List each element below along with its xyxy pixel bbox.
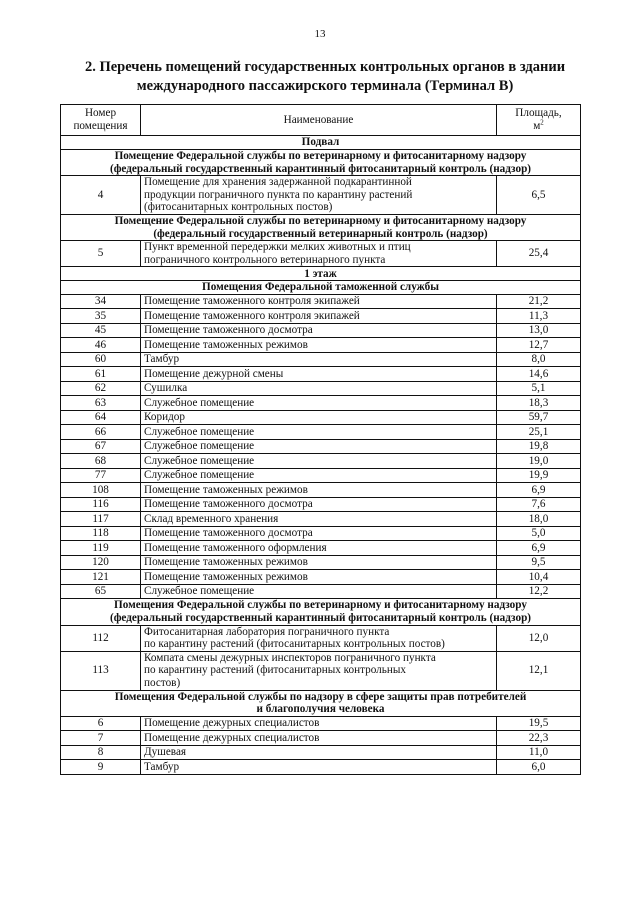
department-row [61,599,581,625]
room-area: 5,0 [497,526,581,541]
department-heading-line: (федеральный государственный карантинный фитосанитарный контроль (надзор) [109,612,532,625]
table-row [61,468,581,483]
room-number: 118 [61,526,141,541]
room-name-line: Служебное помещение [144,425,255,438]
room-name-line: Тамбур [144,760,180,773]
room-number: 63 [61,396,141,411]
floor-row [61,267,581,281]
room-name-line: Душевая [144,746,187,759]
title-line: 2. Перечень помещений государственных контрольных органов в здании [84,59,566,75]
room-area: 59,7 [497,410,581,425]
room-name-line: Помещение таможенных режимов [144,338,308,351]
room-number: 66 [61,425,141,440]
room-number: 121 [61,570,141,585]
room-area: 21,2 [497,294,581,309]
room-area: 12,7 [497,338,581,353]
room-number: 108 [61,483,141,498]
table-row [61,241,581,267]
table-row [61,425,581,440]
header-number-line1: Номер [84,107,117,120]
table-row [61,716,581,731]
title-line: международного пассажирского терминала (Терминал B) [136,78,514,94]
room-area: 19,9 [497,468,581,483]
room-area: 14,6 [497,367,581,382]
room-name [141,541,497,556]
department-heading-line: Помещение Федеральной службы по ветеринарному и фитосанитарному надзору [114,150,527,162]
room-area: 5,1 [497,381,581,396]
room-name [141,176,497,215]
header-room-name: Наименование [141,105,497,136]
department-heading [61,150,581,176]
room-name-line: Помещение таможенного досмотра [144,527,313,540]
room-area: 19,0 [497,454,581,469]
room-area: 6,9 [497,541,581,556]
room-name [141,323,497,338]
table-row [61,367,581,382]
room-name-line: Тамбур [144,353,180,366]
room-name [141,338,497,353]
room-number: 62 [61,381,141,396]
room-name-line: Помещение таможенных режимов [144,483,308,496]
room-name [141,760,497,775]
room-area: 11,0 [497,745,581,760]
room-name [141,425,497,440]
room-name-line: пограничного контрольного ветеринарного пункта [144,253,386,266]
room-area: 9,5 [497,555,581,570]
department-heading-line: Помещения Федеральной службы по надзору в сфере защиты прав потребителей [114,690,527,703]
room-name-line: продукции пограничного пункта по карантину растений [144,188,413,201]
room-number: 4 [61,176,141,215]
room-name-line: Фитосанитарная лаборатория пограничного пункта [144,625,390,638]
room-name-line: Служебное помещение [144,454,255,467]
table-row [61,731,581,746]
room-name-line: Сушилка [144,382,188,395]
room-number: 6 [61,716,141,731]
page-number: 13 [314,28,326,40]
department-heading-line: Помещения Федеральной таможенной службы [202,281,439,294]
room-name [141,367,497,382]
header-room-number [61,105,141,136]
room-area: 11,3 [497,309,581,324]
room-number: 34 [61,294,141,309]
room-name-line: Служебное помещение [144,585,255,598]
room-name-line: Пункт временной передержки мелких животных и птиц [144,241,411,254]
room-area: 10,4 [497,570,581,585]
room-name-line: Помещение дежурной смены [144,367,284,380]
room-area: 19,8 [497,439,581,454]
table-row [61,512,581,527]
table-row [61,176,581,215]
room-name [141,241,497,267]
room-name-line: Помещение таможенных режимов [144,570,308,583]
room-area: 12,0 [497,625,581,651]
room-name-line: Помещение таможенных режимов [144,556,308,569]
room-name [141,381,497,396]
table-row [61,625,581,651]
room-name-line: Служебное помещение [144,396,255,409]
table-body [61,136,581,775]
room-name [141,625,497,651]
department-row [61,214,581,240]
room-name-line: (фитосанитарных контрольных постов) [144,201,333,214]
room-number: 8 [61,745,141,760]
header-area-unit: м [533,120,541,132]
header-area-line1: Площадь, [515,107,562,120]
room-area: 13,0 [497,323,581,338]
room-name-line: Коридор [144,411,185,424]
room-number: 119 [61,541,141,556]
room-number: 46 [61,338,141,353]
department-row [61,281,581,295]
table-row [61,497,581,512]
room-number: 60 [61,352,141,367]
department-heading-line: (федеральный государственный ветеринарный контроль (надзор) [153,227,488,240]
room-name-line: Служебное помещение [144,440,255,453]
table-row [61,541,581,556]
room-name-line: Склад временного хранения [144,512,279,525]
floor-heading: 1 этаж [61,267,581,281]
room-name [141,396,497,411]
room-name [141,468,497,483]
table-row [61,323,581,338]
room-number: 112 [61,625,141,651]
room-name-line: по карантину растений (фитосанитарных контрольных [144,664,406,677]
table-row [61,651,581,690]
table-row [61,439,581,454]
room-number: 61 [61,367,141,382]
room-name [141,454,497,469]
table-row [61,526,581,541]
header-area [497,105,581,136]
table-row [61,570,581,585]
room-number: 113 [61,651,141,690]
room-name [141,526,497,541]
room-name [141,716,497,731]
table-row [61,294,581,309]
room-name [141,410,497,425]
room-name [141,570,497,585]
room-name-line: по карантину растений (фитосанитарных контрольных постов) [144,638,445,651]
room-name [141,439,497,454]
room-number: 116 [61,497,141,512]
room-name [141,584,497,599]
room-number: 120 [61,555,141,570]
table-row [61,352,581,367]
room-name-line: Помещение для хранения задержанной подкарантинной [144,176,412,189]
room-area: 6,9 [497,483,581,498]
room-area: 19,5 [497,716,581,731]
department-row [61,690,581,716]
department-heading-line: и благополучия человека [256,703,385,716]
room-name [141,731,497,746]
room-name-line: Помещение дежурных специалистов [144,731,320,744]
room-number: 5 [61,241,141,267]
table-header [61,105,581,136]
room-name [141,294,497,309]
room-name-line: Компата смены дежурных инспекторов пограничного пункта [144,651,436,664]
room-area: 8,0 [497,352,581,367]
table-row [61,760,581,775]
room-name [141,745,497,760]
header-area-exp: 2 [540,118,544,127]
room-number: 9 [61,760,141,775]
department-heading [61,599,581,625]
room-name [141,555,497,570]
department-heading-line: Помещение Федеральной службы по ветеринарному и фитосанитарному надзору [114,214,527,227]
room-number: 45 [61,323,141,338]
department-heading [61,690,581,716]
table-row [61,338,581,353]
room-name [141,352,497,367]
room-name [141,497,497,512]
room-name-line: Помещение таможенного контроля экипажей [144,309,360,322]
floor-row [61,136,581,150]
table-row [61,555,581,570]
room-area: 12,1 [497,651,581,690]
room-name-line: Помещение таможенного оформления [144,541,327,554]
room-area: 25,1 [497,425,581,440]
room-area: 6,0 [497,760,581,775]
room-name [141,309,497,324]
room-number: 65 [61,584,141,599]
rooms-table [60,104,581,775]
room-area: 7,6 [497,497,581,512]
department-heading [61,214,581,240]
room-name [141,483,497,498]
room-name-line: постов) [144,677,181,689]
table-row [61,396,581,411]
room-area: 18,0 [497,512,581,527]
table-row [61,584,581,599]
table-row [61,410,581,425]
room-name [141,512,497,527]
table-row [61,309,581,324]
room-number: 64 [61,410,141,425]
room-name-line: Помещение дежурных специалистов [144,717,320,730]
room-number: 67 [61,439,141,454]
room-number: 77 [61,468,141,483]
room-area: 25,4 [497,241,581,267]
room-area: 6,5 [497,176,581,215]
room-number: 117 [61,512,141,527]
floor-heading: Подвал [61,136,581,150]
header-number-line2: помещения [73,120,128,132]
department-heading-line: Помещения Федеральной службы по ветеринарному и фитосанитарному надзору [114,599,527,612]
table-row [61,381,581,396]
room-area: 12,2 [497,584,581,599]
room-area: 18,3 [497,396,581,411]
room-area: 22,3 [497,731,581,746]
table-row [61,483,581,498]
room-number: 35 [61,309,141,324]
room-name [141,651,497,690]
table-row [61,745,581,760]
room-name-line: Помещение таможенного досмотра [144,324,313,337]
room-name-line: Служебное помещение [144,469,255,482]
department-heading-line: (федеральный государственный карантинный фитосанитарный контроль (надзор) [109,162,532,175]
table-row [61,454,581,469]
room-number: 68 [61,454,141,469]
room-name-line: Помещение таможенного контроля экипажей [144,295,360,308]
document-title [60,58,590,96]
department-row [61,150,581,176]
room-name-line: Помещение таможенного досмотра [144,498,313,511]
department-heading [61,281,581,295]
room-number: 7 [61,731,141,746]
